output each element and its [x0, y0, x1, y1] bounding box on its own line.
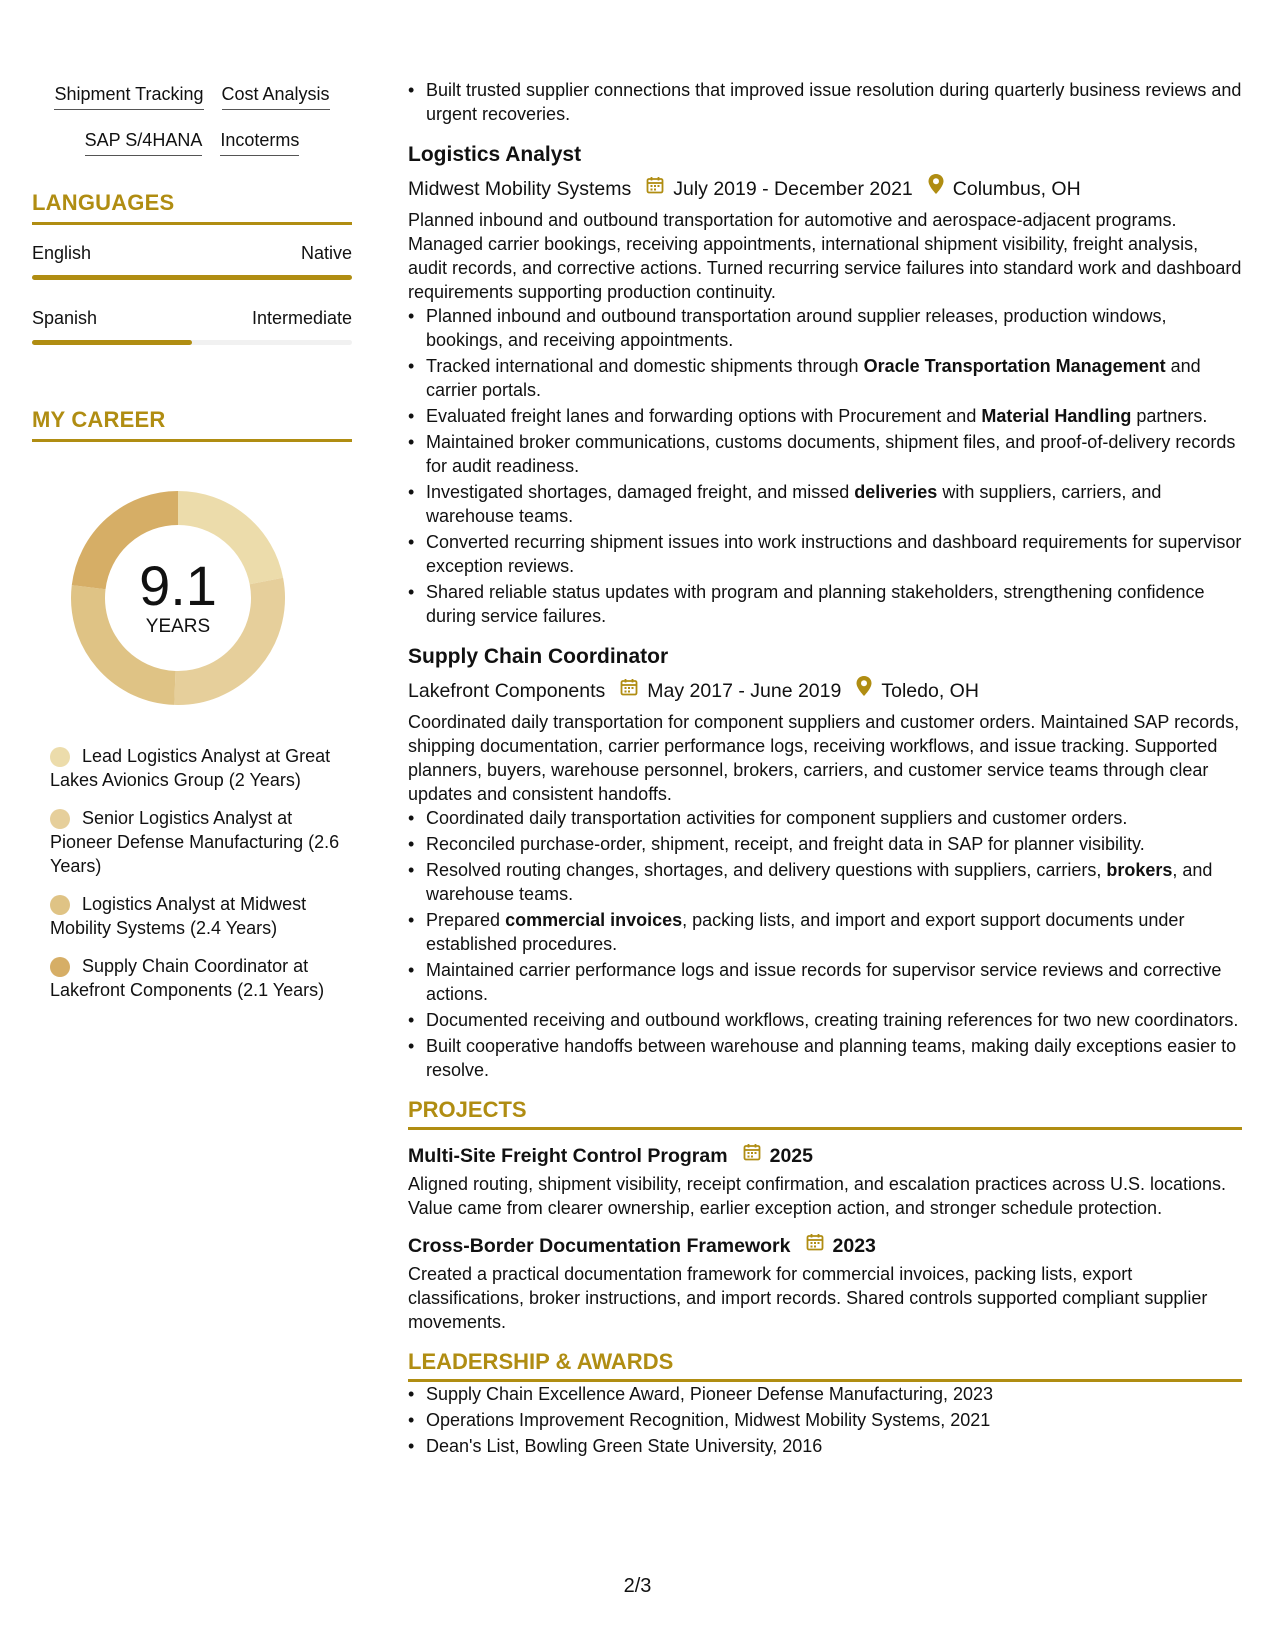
page-number: 2/3 — [623, 1575, 652, 1597]
language-item — [32, 241, 352, 280]
location-pin-icon — [927, 173, 945, 204]
bullet-item: • Converted recurring shipment issues into work instructions and dashboard requirements for supervisor exception reviews. — [426, 530, 1242, 578]
calendar-icon — [619, 676, 639, 706]
career-heading: MY CAREER — [32, 407, 352, 442]
skill-tag: Cost Analysis — [222, 82, 330, 110]
bullet-item: • Maintained broker communications, customs documents, shipment files, and proof-of-delivery records for audit readiness. — [426, 430, 1242, 478]
skills-row — [32, 82, 352, 110]
career-legend-item — [50, 892, 340, 940]
language-bar — [32, 275, 352, 280]
bullet-item: • Evaluated freight lanes and forwarding options with Procurement and Material Handling partners. — [426, 404, 1242, 428]
job-company: Lakefront Components — [408, 679, 606, 702]
bullet-item: • Prepared commercial invoices, packing lists, and import and export support documents under established procedures. — [426, 908, 1242, 956]
skills-tags — [32, 82, 352, 156]
bullet-item: • Resolved routing changes, shortages, and delivery questions with suppliers, carriers, brokers, and warehouse teams. — [426, 858, 1242, 906]
award-item: • Dean's List, Bowling Green State University, 2016 — [426, 1434, 1242, 1458]
career-legend — [50, 744, 340, 1002]
language-bar-fill — [32, 275, 352, 280]
project-year: 2025 — [769, 1145, 813, 1167]
bullet-item: • Reconciled purchase-order, shipment, receipt, and freight data in SAP for planner visibility. — [426, 832, 1242, 856]
career-legend-item — [50, 744, 340, 792]
career-total-unit: YEARS — [145, 616, 211, 637]
job-title: Supply Chain Coordinator — [408, 645, 669, 668]
career-legend-label: Lead Logistics Analyst at Great Lakes Avionics Group (2 Years) — [50, 746, 331, 790]
job-company: Midwest Mobility Systems — [408, 177, 632, 200]
language-name: English — [32, 243, 92, 263]
job-summary: Coordinated daily transportation for component suppliers and customer orders. Maintained SAP records, shipping documentation, carrier performance logs, receiving workflows, and issue tracking. Supported planners, buyers, warehouse personnel, brokers, carriers, and customer service teams through clear updates and consistent handoffs. — [408, 712, 1240, 804]
job-title: Logistics Analyst — [408, 143, 582, 166]
job-entry — [408, 140, 1242, 628]
bullet-item: • Documented receiving and outbound workflows, creating training references for two new coordinators. — [426, 1008, 1242, 1032]
calendar-icon — [742, 1142, 762, 1170]
career-legend-label: Senior Logistics Analyst at Pioneer Defense Manufacturing (2.6 Years) — [50, 808, 340, 876]
projects-heading: PROJECTS — [408, 1098, 1242, 1130]
career-legend-item — [50, 806, 340, 878]
legend-dot-icon — [50, 747, 70, 767]
language-bar-fill — [32, 340, 192, 345]
previous-job-bullets — [408, 78, 1242, 126]
legend-dot-icon — [50, 809, 70, 829]
job-meta — [408, 675, 1242, 706]
bullet-item: • Shared reliable status updates with program and planning stakeholders, strengthening confidence during service failures. — [426, 580, 1242, 628]
career-legend-label: Logistics Analyst at Midwest Mobility Systems (2.4 Years) — [50, 894, 307, 938]
bullet-item: • Tracked international and domestic shipments through Oracle Transportation Management and carrier portals. — [426, 354, 1242, 402]
job-location: Columbus, OH — [952, 177, 1081, 200]
project-description: Aligned routing, shipment visibility, receipt confirmation, and escalation practices across U.S. locations. Value came from clearer ownership, earlier exception action, and stronger schedule protection. — [408, 1174, 1227, 1218]
career-total-years: 9.1 — [139, 554, 217, 617]
left-column — [32, 82, 352, 1016]
bullet-item: • Planned inbound and outbound transportation around supplier releases, production windows, bookings, and receiving appointments. — [426, 304, 1242, 352]
job-location: Toledo, OH — [881, 679, 979, 702]
language-name: Spanish — [32, 308, 98, 328]
job-summary: Planned inbound and outbound transportation for automotive and aerospace-adjacent programs. Managed carrier bookings, receiving appointments, international shipment visibility, freight analysis, audit records, and corrective actions. Turned recurring service failures into standard work and dashboard requirements supporting production continuity. — [408, 210, 1242, 302]
calendar-icon — [645, 174, 665, 204]
project-entry — [408, 1142, 1242, 1220]
skill-tag: SAP S/4HANA — [85, 128, 203, 156]
job-bullets — [408, 806, 1242, 1082]
career-legend-item — [50, 954, 340, 1002]
bullet-item: • Built cooperative handoffs between warehouse and planning teams, making daily exceptions easier to resolve. — [426, 1034, 1242, 1082]
job-entry — [408, 642, 1242, 1082]
award-item: • Supply Chain Excellence Award, Pioneer Defense Manufacturing, 2023 — [426, 1382, 1242, 1406]
calendar-icon — [805, 1232, 825, 1260]
awards-list — [408, 1382, 1242, 1458]
skill-tag: Incoterms — [220, 128, 299, 156]
language-level: Intermediate — [251, 308, 352, 328]
bullet-item: • Investigated shortages, damaged freight, and missed deliveries with suppliers, carriers, and warehouse teams. — [426, 480, 1242, 528]
right-column — [408, 78, 1242, 1460]
language-level: Native — [300, 243, 352, 263]
career-legend-label: Supply Chain Coordinator at Lakefront Components (2.1 Years) — [50, 956, 325, 1000]
languages-heading: LANGUAGES — [32, 190, 352, 225]
legend-dot-icon — [50, 957, 70, 977]
job-dates: July 2019 - December 2021 — [673, 177, 913, 200]
project-title-row — [408, 1142, 1242, 1170]
job-dates: May 2017 - June 2019 — [647, 679, 842, 702]
project-year: 2023 — [832, 1235, 876, 1257]
project-name: Cross-Border Documentation Framework — [408, 1235, 791, 1257]
language-bar — [32, 340, 352, 345]
project-description: Created a practical documentation framework for commercial invoices, packing lists, export classifications, broker instructions, and import records. Shared controls supported compliant supplier movements. — [408, 1264, 1208, 1332]
project-entry — [408, 1232, 1242, 1334]
legend-dot-icon — [50, 895, 70, 915]
skill-tag: Shipment Tracking — [54, 82, 203, 110]
language-item — [32, 306, 352, 345]
bullet-item: • Coordinated daily transportation activities for component suppliers and customer orders. — [426, 806, 1242, 830]
bullet-item: • Built trusted supplier connections that improved issue resolution during quarterly business reviews and urgent recoveries. — [426, 78, 1242, 126]
location-pin-icon — [855, 675, 873, 706]
bullet-item: • Maintained carrier performance logs and issue records for supervisor service reviews and corrective actions. — [426, 958, 1242, 1006]
job-bullets — [408, 304, 1242, 628]
project-title-row — [408, 1232, 1242, 1260]
award-item: • Operations Improvement Recognition, Midwest Mobility Systems, 2021 — [426, 1408, 1242, 1432]
awards-heading: LEADERSHIP & AWARDS — [408, 1350, 1242, 1382]
project-name: Multi-Site Freight Control Program — [408, 1145, 728, 1167]
job-meta — [408, 173, 1242, 204]
career-donut-chart — [66, 486, 290, 710]
skills-row — [32, 128, 352, 156]
